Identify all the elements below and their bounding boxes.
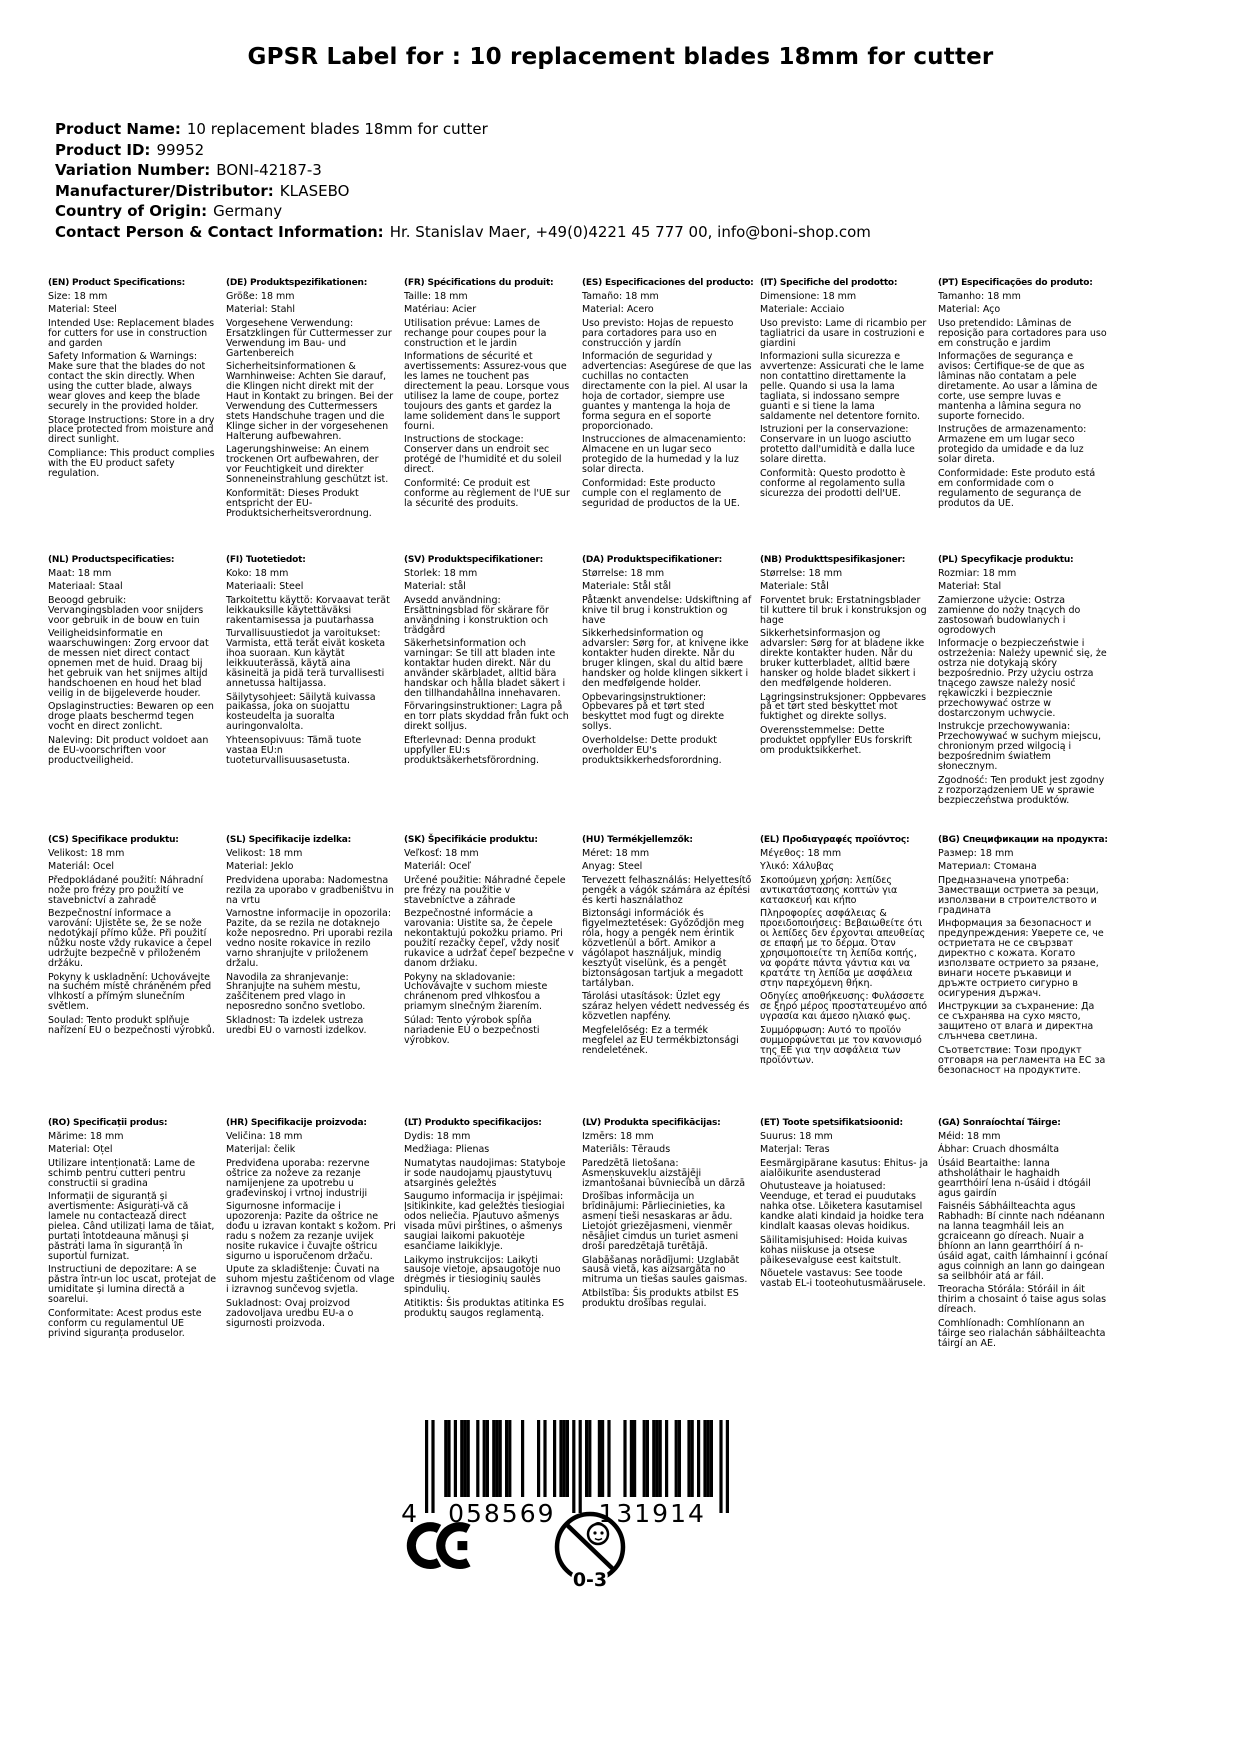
spec-paragraph: Veličina: 18 mm [226,1130,303,1142]
barcode-bar [643,1420,646,1497]
barcode-bar [495,1420,498,1497]
lang-block-title: (FI) Tuotetiedot: [226,555,306,565]
spec-paragraph: Eesmärgipärane kasutus: Ehitus- ja aialõikurite asendusterad [760,1157,929,1179]
lang-block-en [48,278,218,555]
spec-paragraph: Instructiuni de depozitare: A se păstra într-un loc uscat, protejat de umiditate și lumina directă a soarelui. [48,1264,217,1306]
spec-paragraph: Sikkerhedsinformation og advarsler: Sørg for, at knivene ikke kontakter huden direkte. Når du bruger klingen, skal du altid bære handsker og holde klingen sikkert i den medfølgende holder. [582,628,749,690]
lang-block-fi [226,555,396,835]
spec-paragraph: Predviđena uporaba: rezervne oštrice za noževe za rezanje namijenjene za upotrebu u građevinskoj i vrtnoj industriji [226,1157,370,1199]
spec-paragraph: Съответствие: Този продукт отговаря на регламента на ЕС за безопасност на продуктите. [938,1044,1106,1076]
spec-paragraph: Izmērs: 18 mm [582,1130,654,1142]
spec-paragraph: Megfelelőség: Ez a termék megfelel az EU termékbiztonsági rendeletének. [582,1024,739,1056]
barcode-bar [623,1420,626,1497]
spec-paragraph: Uso previsto: Hojas de repuesto para cortadores para uso en construcción y jardín [582,317,734,349]
product-field-label: Contact Person & Contact Information: [55,222,384,241]
lang-block-title: (NL) Productspecificaties: [48,555,175,565]
spec-paragraph: Conformità: Questo prodotto è conforme al regolamento sulla sicurezza dei prodotti dell'UE. [760,467,906,499]
spec-paragraph: Drošības informācija un brīdinājumi: Pārliecinieties, ka asmeņi tieši nesaskaras ar ādu. Lietojot griezējasmeni, vienmēr nēsājiet cimdus un turiet asmeni droši paredzētajā turētājā. [582,1191,739,1253]
barcode-bar [607,1420,610,1497]
spec-paragraph: Velikost: 18 mm [48,847,125,859]
spec-paragraph: Πληροφορίες ασφάλειας & προειδοποιήσεις: Βεβαιωθείτε ότι οι λεπίδες δεν έρχονται απευθείας σε επαφή με το δέρμα. Όταν χρησιμοποιείτε τη λεπίδα κοπής, να φοράτε πάντα γάντια και να κρατάτε τη λεπίδα με ασφάλεια στην παρεχόμενη θήκη. [760,908,926,989]
lang-block-es [582,278,752,555]
spec-paragraph: Информация за безопасност и предупреждения: Уверете се, че остриетата не се свързват директно с кожата. Когато използвате острието за рязане, винаги носете ръкавици и дръжте острието сигурно в осигурения държач. [938,918,1104,999]
product-field [55,163,871,178]
spec-paragraph: Materiał: Stal [938,581,1002,593]
product-field-label: Product Name: [55,120,181,138]
spec-paragraph: Förvaringsinstruktioner: Lagra på en torr plats skyddad från fukt och direkt solljus. [404,701,569,733]
lang-block-title: (HU) Termékjellemzők: [582,835,693,845]
barcode-bar [467,1420,470,1497]
spec-paragraph: Materjal: Teras [760,1144,830,1156]
barcode-bar [460,1420,463,1497]
lang-block-title: (LV) Produkta specifikācijas: [582,1118,721,1128]
lang-block-ga [938,1118,1108,1418]
product-field-value: 99952 [156,140,205,159]
spec-paragraph: Ohutusteave ja hoiatused: Veenduge, et terad ei puudutaks nahka otse. Lõiketera kasutamisel kandke alati kindaid ja hoidke tera kindlalt kaasas olevas hoidikus. [760,1181,924,1233]
spec-paragraph: Lagringsinstruksjoner: Oppbevares på et tørt sted beskyttet mot fuktighet og direkte sollys. [760,691,927,723]
spec-paragraph: Materiaali: Steel [226,581,304,593]
spec-paragraph: Taille: 18 mm [404,290,468,302]
spec-paragraph: Nõuetele vastavus: See toode vastab EL-i tooteohutusmäärusele. [760,1267,926,1289]
spec-paragraph: Bezpečnostní informace a varování: Ujistěte se, že se nože nedotýkají přímo kůže. Při použití nůžku noste vždy rukavice a čepel udržujte bezpečně v přiloženém držáku. [48,908,212,970]
barcode-bar [543,1420,546,1497]
spec-paragraph: Intended Use: Replacement blades for cutters for use in construction and garden [48,317,215,349]
spec-paragraph: Koko: 18 mm [226,567,289,579]
barcode-bar [579,1420,582,1513]
spec-paragraph: Vorgesehene Verwendung: Ersatzklingen für Cuttermesser zur Verwendung im Bau- und Gartenbereich [226,317,392,359]
spec-paragraph: Rozmiar: 18 mm [938,567,1017,579]
spec-paragraph: Material: Aço [938,304,1001,316]
spec-paragraph: Úsáid Beartaithe: lanna athsholáthair le haghaidh gearrthóirí lena n-úsáid i dtógáil agus gairdín [938,1157,1091,1199]
spec-paragraph: Tamanho: 18 mm [938,290,1021,302]
spec-paragraph: Ábhar: Cruach dhosmálta [938,1144,1060,1156]
spec-paragraph: Conformidade: Este produto está em conformidade com o regulamento de segurança de produtos da UE. [938,467,1096,509]
spec-paragraph: Glabāšanas norādījumi: Uzglabāt sausā vietā, kas aizsargāta no mitruma un tiešas saules gaismas. [582,1254,748,1286]
spec-paragraph: Materiale: Stål [760,581,829,593]
age-warning-label: 0-3 [572,1569,608,1591]
ce-mark-icon [405,1518,475,1576]
spec-paragraph: Numatytas naudojimas: Statyboje ir sode naudojamų pjaustytuvų atsarginės geležtės [404,1157,566,1189]
spec-paragraph: Informações de segurança e avisos: Certifique-se de que as lâminas não contatam a pele diretamente. Ao usar a lâmina de corte, use sempre luvas e mantenha a lâmina segura no suporte fornecido. [938,351,1098,422]
barcode-bar [726,1420,729,1513]
spec-paragraph: Istruzioni per la conservazione: Conservare in un luogo asciutto protetto dall'umidità e dalla luce solare diretta. [760,424,915,466]
spec-paragraph: Material: Stahl [226,304,296,316]
spec-paragraph: Material: Jeklo [226,861,294,873]
lang-block-title: (ES) Especificaciones del producto: [582,278,754,288]
barcode-bar [563,1420,566,1497]
spec-paragraph: Sikkerhetsinformasjon og advarsler: Sørg for at bladene ikke direkte kontakter huden. Når du bruker kutterbladet, alltid bære hansker og holde bladet sikkert i den medfølgende holderen. [760,628,925,690]
spec-paragraph: Méid: 18 mm [938,1130,1001,1142]
spec-paragraph: Atitiktis: Šis produktas atitinka ES produktų saugos reglamentą. [404,1297,565,1319]
lang-block-de [226,278,396,555]
lang-block-cs [48,835,218,1118]
spec-paragraph: Mărime: 18 mm [48,1130,124,1142]
spec-paragraph: Материал: Стомана [938,861,1037,873]
page-title: GPSR Label for : 10 replacement blades 18mm for cutter [247,44,994,70]
spec-paragraph: Anyag: Steel [582,861,643,873]
barcode-bar [463,1420,466,1497]
spec-paragraph: Material: stål [404,581,466,593]
spec-paragraph: Compliance: This product complies with the EU product safety regulation. [48,447,215,479]
barcode-digits-right: 131914 [598,1499,706,1526]
spec-paragraph: Utilisation prévue: Lames de rechange pour coupes pour la construction et le jardin [404,317,547,349]
spec-paragraph: Forventet bruk: Erstatningsblader til kuttere til bruk i konstruksjon og hage [760,594,927,626]
barcode-bar [687,1420,690,1497]
lang-block-bg [938,835,1108,1118]
lang-block-lv [582,1118,752,1418]
barcode-bar [505,1420,508,1497]
spec-paragraph: Lagerungshinweise: An einem trockenen Ort aufbewahren, der vor Feuchtigkeit und direkter Sonneneinstrahlung geschützt ist. [226,444,389,486]
product-field-value: Hr. Stanislav Maer, +49(0)4221 45 777 00, info@boni-shop.com [389,222,871,241]
age-warning-icon [551,1502,629,1602]
spec-paragraph: Informations de sécurité et avertissements: Assurez-vous que les lames ne touchent pas directement la peau. Lorsque vous utilisez la lame de coupe, portez toujours des gants et gardez la lame solidement dans le support fourni. [404,351,570,432]
spec-paragraph: Faisnéis Sábháilteachta agus Rabhadh: Bí cinnte nach ndéanann na lanna teagmháil leis an gcraiceann go díreach. Nuair a bhíonn an lann gearrthóirí á n-úsáid agat, caith lámhainní i gcónaí agus coinnigh an lann go daingean sa seilbhóir atá ar fáil. [938,1201,1108,1282]
spec-paragraph: Instructions de stockage: Conserver dans un endroit sec protégé de l'humidité et du soleil direct. [404,434,562,476]
lang-block-pl [938,555,1108,835]
product-field-value: KLASEBO [279,181,350,200]
barcode-bar [646,1420,649,1497]
spec-paragraph: Upute za skladištenje: Čuvati na suhom mjestu zaštićenom od vlage i izravnog sunčevog svjetla. [226,1264,395,1296]
barcode-bar [588,1420,591,1497]
spec-paragraph: Treoracha Stórála: Stóráil in áit thirim a chosaint ó taise agus solas díreach. [938,1284,1107,1316]
barcode-bar [630,1420,633,1497]
spec-paragraph: Velikost: 18 mm [226,847,303,859]
spec-paragraph: Uso pretendido: Lâminas de reposição para cortadores para uso em construção e jardim [938,317,1107,349]
spec-paragraph: Informazioni sulla sicurezza e avvertenze: Assicurati che le lame non contattino direttamente la pelle. Quando si usa la lama tagliata, si indossano sempre guanti e si tiene la lama saldamente nel detentore fornito. [760,351,925,422]
spec-paragraph: Predvidena uporaba: Nadomestna rezila za uporabo v gradbeništvu in na vrtu [226,874,394,906]
spec-paragraph: Atbilstība: Šis produkts atbilst ES produktu drošības regulai. [582,1287,739,1309]
spec-paragraph: Materiale: Acciaio [760,304,845,316]
spec-paragraph: Zamierzone użycie: Ostrza zamienne do noży tnących do zastosowań budowlanych i ogrodowych [938,594,1081,636]
barcode-bar [652,1420,655,1497]
spec-paragraph: Navodila za shranjevanje: Shranjujte na suhem mestu, zaščitenem pred vlago in neposredno sončno svetlobo. [226,971,366,1013]
spec-paragraph: Informații de siguranță și avertismente: Asigurați-vă că lamele nu contactează direct pielea. Când utilizați lama de tăiat, purtați întotdeauna mănuși și păstrați lama în siguranță în suportul furnizat. [48,1191,215,1262]
barcode-bar [665,1420,668,1497]
spec-paragraph: Materiāls: Tērauds [582,1144,671,1156]
barcode-bar [719,1420,722,1513]
spec-grid [48,278,1108,1418]
spec-paragraph: Dydis: 18 mm [404,1130,471,1142]
spec-paragraph: Οδηγίες αποθήκευσης: Φυλάσσετε σε ξηρό μέρος προστατευμένο από υγρασία και άμεσο ηλιακό φως. [760,991,928,1023]
barcode-bar [444,1420,447,1497]
spec-paragraph: Инструкции за съхранение: Да се съхранява на сухо място, защитено от влага и директна слънчева светлина. [938,1001,1095,1043]
spec-paragraph: Säilytysohjeet: Säilytä kuivassa paikassa, joka on suojattu kosteudelta ja suoralta auringonvalolta. [226,691,376,733]
lang-block-hr [226,1118,396,1418]
barcode-bar [598,1420,601,1497]
spec-paragraph: Avsedd användning: Ersättningsblad för skärare för användning i konstruktion och trädgård [404,594,549,636]
spec-paragraph: Conformité: Ce produit est conforme au règlement de l'UE sur la sécurité des produits. [404,477,570,509]
barcode-bar [707,1420,710,1497]
barcode-bar [566,1420,569,1497]
spec-paragraph: Konformität: Dieses Produkt entspricht der EU-Produktsicherheitsverordnung. [226,487,372,519]
spec-paragraph: Размер: 18 mm [938,847,1014,859]
lang-block-sl [226,835,396,1118]
spec-paragraph: Größe: 18 mm [226,290,295,302]
product-info [55,122,871,245]
spec-paragraph: Comhlíonadh: Comhlíonann an táirge seo rialachán sábháilteachta táirgí an AE. [938,1317,1106,1349]
product-field-value: 10 replacement blades 18mm for cutter [186,120,488,138]
spec-paragraph: Předpokládané použití: Náhradní nože pro frézy pro použití ve stavebnictví a zahradě [48,874,204,906]
spec-paragraph: Størrelse: 18 mm [582,567,665,579]
barcode-bar [601,1420,604,1497]
spec-paragraph: Suurus: 18 mm [760,1130,833,1142]
barcode-bar [691,1420,694,1497]
spec-paragraph: Veiligheidsinformatie en waarschuwingen: Zorg ervoor dat de messen niet direct contact opnemen met de huid. Draag bij het gebruik van het snijmes altijd handschoenen en houd het blad veilig in de bijgeleverde houder. [48,628,209,699]
lang-block-title: (LT) Produkto specifikacijos: [404,1118,542,1128]
spec-paragraph: Soulad: Tento produkt splňuje nařízení EU o bezpečnosti výrobků. [48,1014,215,1036]
spec-paragraph: Utilizare intenționată: Lame de schimb pentru cutteri pentru constructii si gradina [48,1157,196,1189]
lang-block-title: (BG) Спецификации на продукта: [938,835,1108,845]
lang-block-nb [760,555,930,835]
lang-block-ro [48,1118,218,1418]
spec-paragraph: Maat: 18 mm [48,567,112,579]
spec-paragraph: Предназначена употреба: Заместващи остриета за резци, използвани в строителството и градината [938,874,1099,916]
product-field-label: Product ID: [55,140,151,159]
lang-block-hu [582,835,752,1118]
spec-paragraph: Saugumo informacija ir įspėjimai: Įsitikinkite, kad geležtės tiesiogiai odos neliečia. Pjautuvo ašmenys visada mūvi pirštines, o ašmenys saugiai laikomi pakuotėje esančiame laikiklyje. [404,1191,565,1253]
spec-paragraph: Safety Information & Warnings: Make sure that the blades do not contact the skin directly. When using the cutter blade, always wear gloves and keep the blade securely in the provided holder. [48,351,206,413]
product-field-value: BONI-42187-3 [216,161,322,179]
barcode-digit-lead: 4 [401,1499,419,1526]
spec-paragraph: Información de seguridad y advertencias: Asegúrese de que las cuchillas no contacten directamente con la piel. Al usar la hoja de cortador, siempre use guantes y mantenga la hoja de forma segura en el soporte proporcionado. [582,351,752,432]
spec-paragraph: Material: Oțel [48,1144,113,1156]
spec-paragraph: Instrukcje przechowywania: Przechowywać w suchym miejscu, chronionym przed wilgocią i bezpośrednim światłem słonecznym. [938,721,1102,773]
spec-paragraph: Informacje o bezpieczeństwie i ostrzeżenia: Należy upewnić się, że ostrza nie dotykają skóry bezpośrednio. Przy użyciu ostrza tnącego zawsze należy nosić rękawiczki i bezpiecznie przechowywać ostrze w dostarczonym uchwycie. [938,638,1107,719]
lang-block-title: (SK) Špecifikácie produktu: [404,835,538,845]
spec-paragraph: Tarkoitettu käyttö: Korvaavat terät leikkauksille käytettäväksi rakentamisessa ja puutarhassa [226,594,390,626]
barcode-digits-left: 058569 [448,1499,556,1526]
spec-paragraph: Tárolási utasítások: Üzlet egy száraz helyen védett nedvesség és közvetlen napfény. [582,991,750,1023]
spec-paragraph: Σκοπούμενη χρήση: λεπίδες αντικατάστασης κοπτών για κατασκευή και κήπο [760,874,898,906]
spec-paragraph: Størrelse: 18 mm [760,567,843,579]
spec-paragraph: Zgodność: Ten produkt jest zgodny z rozporządzeniem UE w sprawie bezpieczeństwa produktów. [938,774,1105,806]
spec-paragraph: Instrucciones de almacenamiento: Almacene en un lugar seco protegido de la humedad y la luz solar directa. [582,434,746,476]
spec-paragraph: Storlek: 18 mm [404,567,478,579]
spec-paragraph: Efterlevnad: Denna produkt uppfyller EU:s produktsäkerhetsförordning. [404,734,540,766]
barcode-bar [521,1420,524,1497]
lang-block-title: (DA) Produktspecifikationer: [582,555,723,565]
barcode-bar [499,1420,502,1497]
lang-block-fr [404,278,574,555]
barcode-bar [431,1420,434,1513]
spec-paragraph: Pokyny k uskladnění: Uchovávejte na suchém místě chráněném před vlhkostí a přímým slunečním světlem. [48,971,212,1013]
lang-block-sv [404,555,574,835]
product-field [55,181,871,200]
spec-paragraph: Skladnost: Ta izdelek ustreza uredbi EU o varnosti izdelkov. [226,1014,367,1036]
spec-paragraph: Matériau: Acier [404,304,477,316]
lang-block-title: (SL) Specifikacije izdelka: [226,835,352,845]
spec-paragraph: Conformitate: Acest produs este conform cu regulamentul UE privind siguranța produselor. [48,1307,202,1339]
spec-paragraph: Instruções de armazenamento: Armazene em um lugar seco protegido da umidade e da luz solar direta. [938,424,1087,466]
product-field [55,122,871,137]
barcode-bar [703,1420,706,1497]
spec-paragraph: Uso previsto: Lame di ricambio per tagliatrici da usare in costruzioni e giardini [760,317,927,349]
lang-block-title: (EN) Product Specifications: [48,278,186,288]
lang-block-title: (RO) Specificații produs: [48,1118,168,1128]
barcode-bar [454,1420,457,1497]
barcode-bar [572,1420,575,1513]
spec-paragraph: Veľkosť: 18 mm [404,847,479,859]
spec-paragraph: Naleving: Dit product voldoet aan de EU-voorschriften voor productveiligheid. [48,734,209,766]
spec-paragraph: Turvallisuustiedot ja varoitukset: Varmista, että terät eivät kosketa ihoa suoraan. Kun käytät leikkuuterässä, käytä aina käsineitä ja pidä terä turvallisesti annetussa haltijassa. [226,628,386,690]
barcode-bar [425,1420,428,1513]
spec-paragraph: Overholdelse: Dette produkt overholder EU's produktsikkerhedsforordning. [582,734,722,766]
spec-paragraph: Medžiaga: Plienas [404,1144,490,1156]
product-field [55,140,871,159]
lang-block-title: (SV) Produktspecifikationer: [404,555,544,565]
lang-block-title: (PL) Specyfikacje produktu: [938,555,1074,565]
lang-block-et [760,1118,930,1418]
spec-paragraph: Varnostne informacije in opozorila: Pazite, da se rezila ne dotaknejo kože neposredno. Pri uporabi rezila vedno nosite rokavice in rezilo varno shranjujte v priloženem držalu. [226,908,393,970]
product-field [55,204,871,219]
barcode-bar [697,1420,700,1497]
lang-block-title: (FR) Spécifications du produit: [404,278,554,288]
spec-paragraph: Súlad: Tento výrobok spĺňa nariadenie EÚ o bezpečnosti výrobkov. [404,1014,540,1046]
lang-block-title: (DE) Produktspezifikationen: [226,278,368,288]
product-field-value: Germany [213,202,283,220]
product-field-label: Variation Number: [55,161,211,179]
lang-block-title: (EL) Προδιαγραφές προϊόντος: [760,835,910,845]
lang-block-title: (NB) Produkttspesifikasjoner: [760,555,906,565]
product-field [55,222,871,241]
spec-paragraph: Materiaal: Staal [48,581,123,593]
barcode-bar [659,1420,662,1497]
spec-paragraph: Overensstemmelse: Dette produktet oppfyller EUs forskrift om produktsikkerhet. [760,724,913,756]
spec-paragraph: Pokyny na skladovanie: Uchovávajte v suchom mieste chránenom pred vlhkosťou a priamym slnečným žiarením. [404,971,548,1013]
barcode-bar [553,1420,556,1497]
spec-paragraph: Tervezett felhasználás: Helyettesítő pengék a vágók számára az építési és kerti használathoz [582,874,752,906]
barcode-bar [678,1420,681,1497]
spec-paragraph: Biztonsági információk és figyelmeztetések: Győződjön meg róla, hogy a pengék nem érintik közvetlenül a bőrt. Amikor a vágólapot használjuk, mindig kesztyűt viselünk, és a pengét biztonságosan tartjuk a megadott tartályban. [582,908,745,989]
lang-block-it [760,278,930,555]
spec-paragraph: Sukladnost: Ovaj proizvod zadovoljava uredbu EU-a o sigurnosti proizvoda. [226,1297,354,1329]
spec-paragraph: Material: Steel [48,304,117,316]
lang-block-lt [404,1118,574,1418]
spec-paragraph: Size: 18 mm [48,290,108,302]
spec-paragraph: Materiál: Ocel [48,861,114,873]
spec-paragraph: Υλικό: Χάλυβας [760,861,835,873]
barcode-bar [508,1420,511,1497]
barcode-bar [447,1420,450,1497]
spec-paragraph: Storage Instructions: Store in a dry place protected from moisture and direct sunlight. [48,414,215,446]
barcode-bar [675,1420,678,1497]
lang-block-title: (IT) Specifiche del prodotto: [760,278,898,288]
barcode-bar [483,1420,486,1497]
spec-paragraph: Συμμόρφωση: Αυτό το προϊόν συμμορφώνεται με τον κανονισμό της ΕΕ για την ασφάλεια των προϊόντων. [760,1024,922,1066]
spec-paragraph: Materiál: Oceľ [404,861,471,873]
spec-paragraph: Materijal: čelik [226,1144,296,1156]
lang-block-title: (GA) Sonraíochtaí Táirge: [938,1118,1061,1128]
barcode-bar [476,1420,479,1497]
lang-block-sk [404,835,574,1118]
lang-block-el [760,835,930,1118]
barcode-bar [710,1420,713,1497]
spec-paragraph: Material: Acero [582,304,654,316]
barcode-bar [655,1420,658,1497]
spec-paragraph: Påtænkt anvendelse: Udskiftning af knive til brug i konstruktion og have [582,594,752,626]
barcode-bar [537,1420,540,1497]
product-field-label: Manufacturer/Distributor: [55,181,274,200]
spec-paragraph: Opslaginstructies: Bewaren op een droge plaats beschermd tegen vocht en direct zonlicht. [48,701,214,733]
spec-paragraph: Bezpečnostné informácie a varovania: Uistite sa, že čepele nekontaktujú pokožku priamo. Pri použití rezačky čepeľ, vždy nosiť rukavice a udržať čepeľ bezpečne v danom držiaku. [404,908,574,970]
spec-paragraph: Méret: 18 mm [582,847,650,859]
spec-paragraph: Paredzētā lietošana: Asmeņskuvekļu aizstājēji izmantošanai būvniecībā un dārzā [582,1157,746,1189]
spec-paragraph: Säilitamisjuhised: Hoida kuivas kohas niiskuse ja otsese päikesevalguse eest kaitstult. [760,1234,908,1266]
barcode-bar [492,1420,495,1497]
lang-block-da [582,555,752,835]
spec-paragraph: Μέγεθος: 18 mm [760,847,842,859]
barcode-bar [559,1420,562,1497]
spec-paragraph: Tamaño: 18 mm [582,290,659,302]
spec-paragraph: Säkerhetsinformation och varningar: Se till att bladen inte kontaktar huden direkt. När du använder skärbladet, alltid bära handskar och hålla bladet säkert i den tillhandahållna innehavaren. [404,638,566,699]
spec-paragraph: Sigurnosne informacije i upozorenja: Pazite da oštrice ne dođu u izravan kontakt s kožom. Pri radu s nožem za rezanje uvijek nosite rukavice i čuvajte oštricu sigurno u isporučenom držaču. [226,1201,396,1262]
barcode-bar [585,1420,588,1497]
spec-paragraph: Sicherheitsinformationen & Warnhinweise: Achten Sie darauf, die Klingen nicht direkt mit der Haut in Kontakt zu bringen. Bei der Verwendung des Cuttermessers stets Handschuhe tragen und die Klinge sicher in der vorgesehenen Halterung aufbewahren. [226,361,394,442]
lang-block-nl [48,555,218,835]
spec-paragraph: Beoogd gebruik: Vervangingsbladen voor snijders voor gebruik in de bouw en tuin [48,594,204,626]
lang-block-title: (ET) Toote spetsifikatsioonid: [760,1118,903,1128]
lang-block-title: (CS) Specifikace produktu: [48,835,179,845]
barcode-bar [633,1420,636,1497]
barcode-bar [486,1420,489,1497]
spec-paragraph: Dimensione: 18 mm [760,290,857,302]
spec-paragraph: Laikymo instrukcijos: Laikyti sausoje vietoje, apsaugotoje nuo drėgmės ir tiesioginių saulės spindulių. [404,1254,561,1296]
product-field-label: Country of Origin: [55,202,208,220]
lang-block-pt [938,278,1108,555]
lang-block-title: (HR) Specifikacije proizvoda: [226,1118,367,1128]
spec-paragraph: Yhteensopivuus: Tämä tuote vastaa EU:n tuoteturvallisuusasetusta. [226,734,362,766]
spec-paragraph: Materiale: Stål stål [582,581,672,593]
spec-paragraph: Conformidad: Este producto cumple con el reglamento de seguridad de productos de la UE. [582,477,740,509]
lang-block-title: (PT) Especificações do produto: [938,278,1093,288]
spec-paragraph: Opbevaringsinstruktioner: Opbevares på et tørt sted beskyttet mod fugt og direkte sollys. [582,691,725,733]
spec-paragraph: Určené použitie: Náhradné čepele pre frézy na použitie v stavebníctve a záhrade [404,874,566,906]
